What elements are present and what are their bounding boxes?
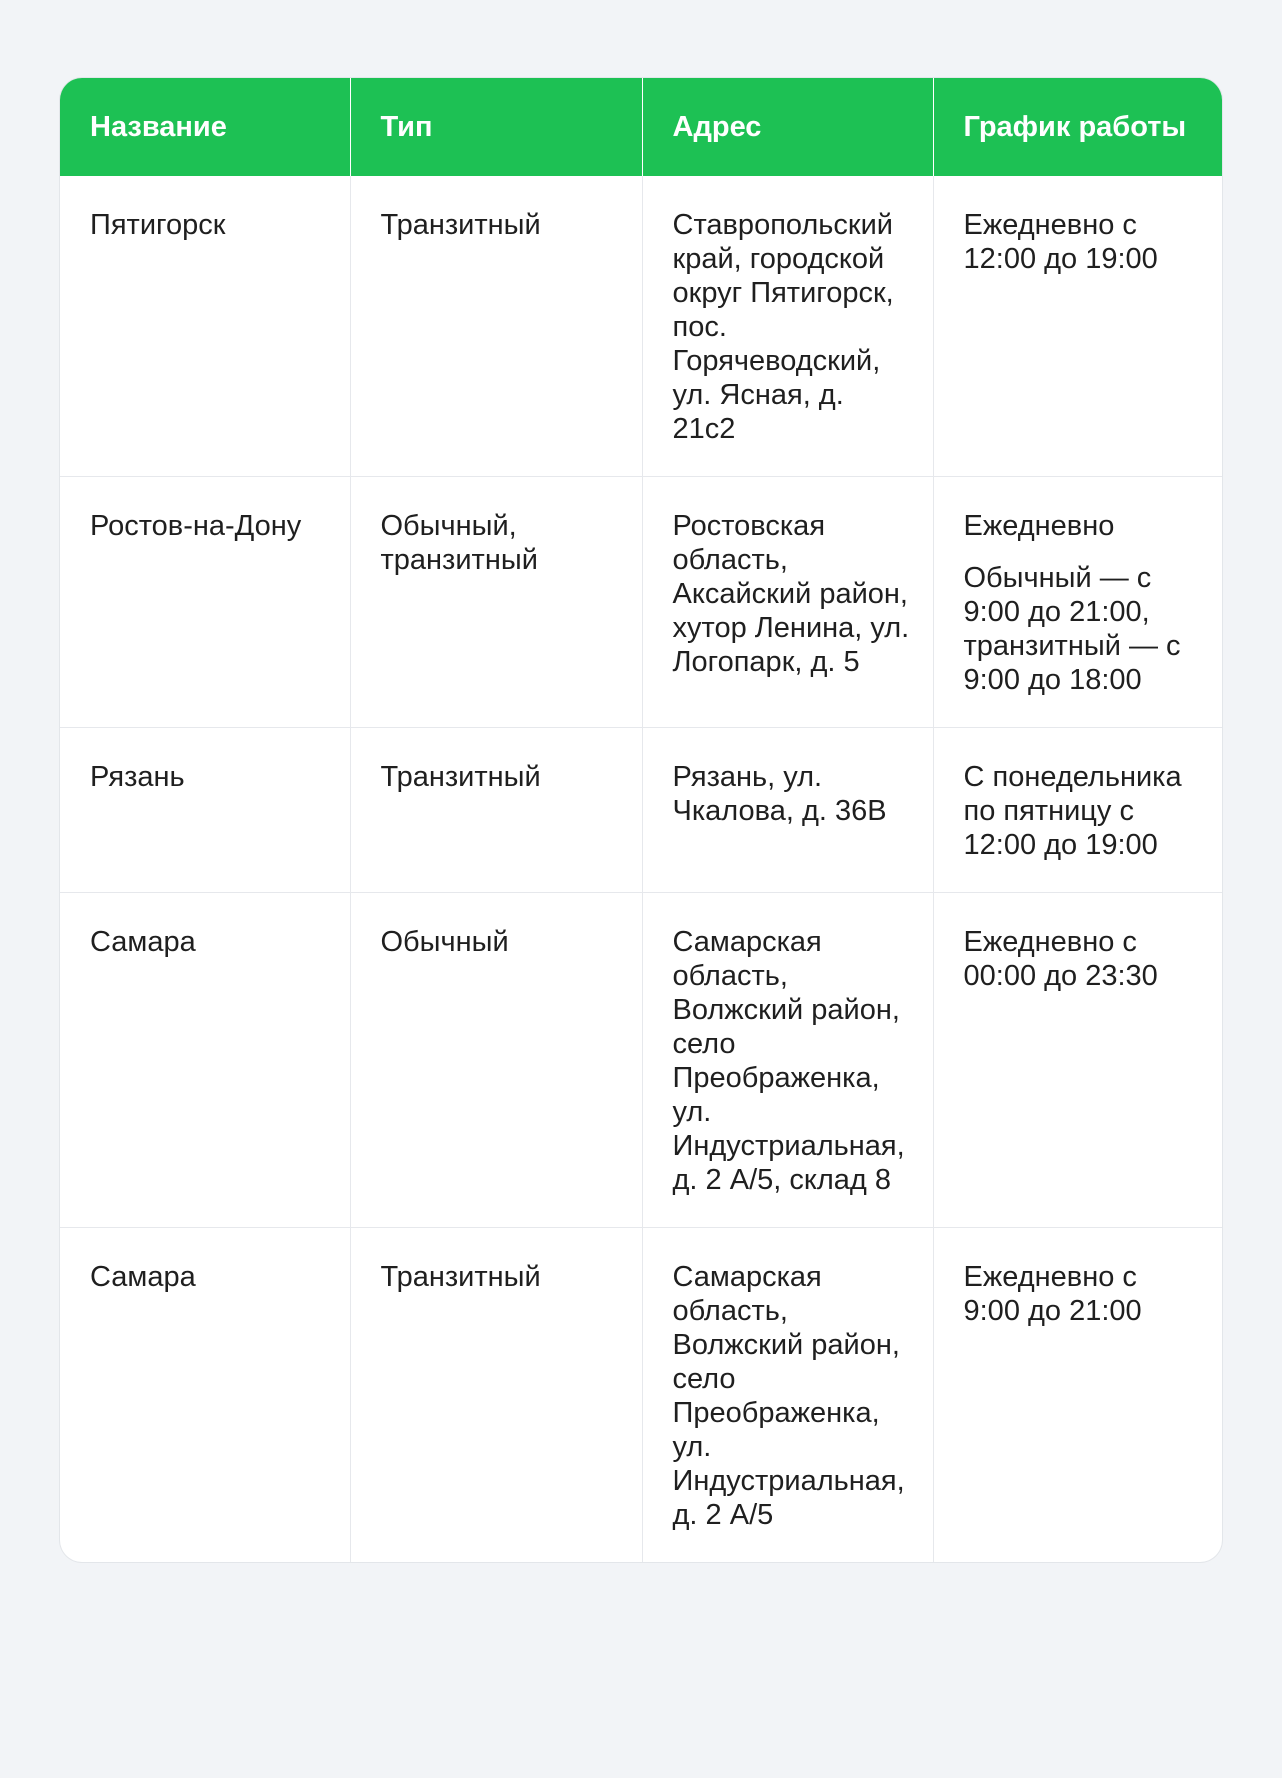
cell-address: Самарская область, Волжский район, село Преображенка, ул. Индустриальная, д. 2 А/5, склад 8 xyxy=(642,893,933,1228)
cell-schedule xyxy=(933,1228,1222,1563)
schedule-line: Ежедневно xyxy=(963,510,1115,542)
table-row xyxy=(60,1228,1222,1563)
header-name: Название xyxy=(60,78,350,176)
table-row xyxy=(60,477,1222,728)
cell-address: Ростовская область, Аксайский район, хутор Ленина, ул. Логопарк, д. 5 xyxy=(642,477,933,728)
schedule-line: Ежедневно с 12:00 до 19:00 xyxy=(963,209,1158,275)
cell-schedule xyxy=(933,176,1222,477)
cell-type: Транзитный xyxy=(350,176,642,477)
table-row xyxy=(60,728,1222,893)
cell-name: Рязань xyxy=(60,728,350,893)
cell-name: Ростов-на-Дону xyxy=(60,477,350,728)
header-type: Тип xyxy=(350,78,642,176)
cell-name: Самара xyxy=(60,1228,350,1563)
warehouse-table-card xyxy=(60,78,1222,1562)
warehouse-table xyxy=(60,78,1222,1562)
schedule-line: Ежедневно с 9:00 до 21:00 xyxy=(963,1261,1142,1327)
cell-type: Транзитный xyxy=(350,1228,642,1563)
header-address: Адрес xyxy=(642,78,933,176)
cell-address: Самарская область, Волжский район, село Преображенка, ул. Индустриальная, д. 2 А/5 xyxy=(642,1228,933,1563)
cell-type: Транзитный xyxy=(350,728,642,893)
cell-type: Обычный xyxy=(350,893,642,1228)
cell-address: Рязань, ул. Чкалова, д. 36В xyxy=(642,728,933,893)
cell-schedule xyxy=(933,893,1222,1228)
cell-name: Самара xyxy=(60,893,350,1228)
cell-schedule xyxy=(933,728,1222,893)
table-row xyxy=(60,893,1222,1228)
schedule-line: Обычный — с 9:00 до 21:00, транзитный — с 9:00 до 18:00 xyxy=(963,562,1181,696)
table-row xyxy=(60,176,1222,477)
schedule-line: С понедельника по пятницу с 12:00 до 19:00 xyxy=(963,761,1182,861)
schedule-line: Ежедневно с 00:00 до 23:30 xyxy=(963,926,1158,992)
table-header-row xyxy=(60,78,1222,176)
cell-name: Пятигорск xyxy=(90,209,226,241)
header-schedule: График работы xyxy=(933,78,1222,176)
cell-type: Обычный, транзитный xyxy=(350,477,642,728)
cell-address: Ставропольский край, городской округ Пятигорск, пос. Горячеводский, ул. Ясная, д. 21с2 xyxy=(642,176,933,477)
cell-schedule xyxy=(933,477,1222,728)
